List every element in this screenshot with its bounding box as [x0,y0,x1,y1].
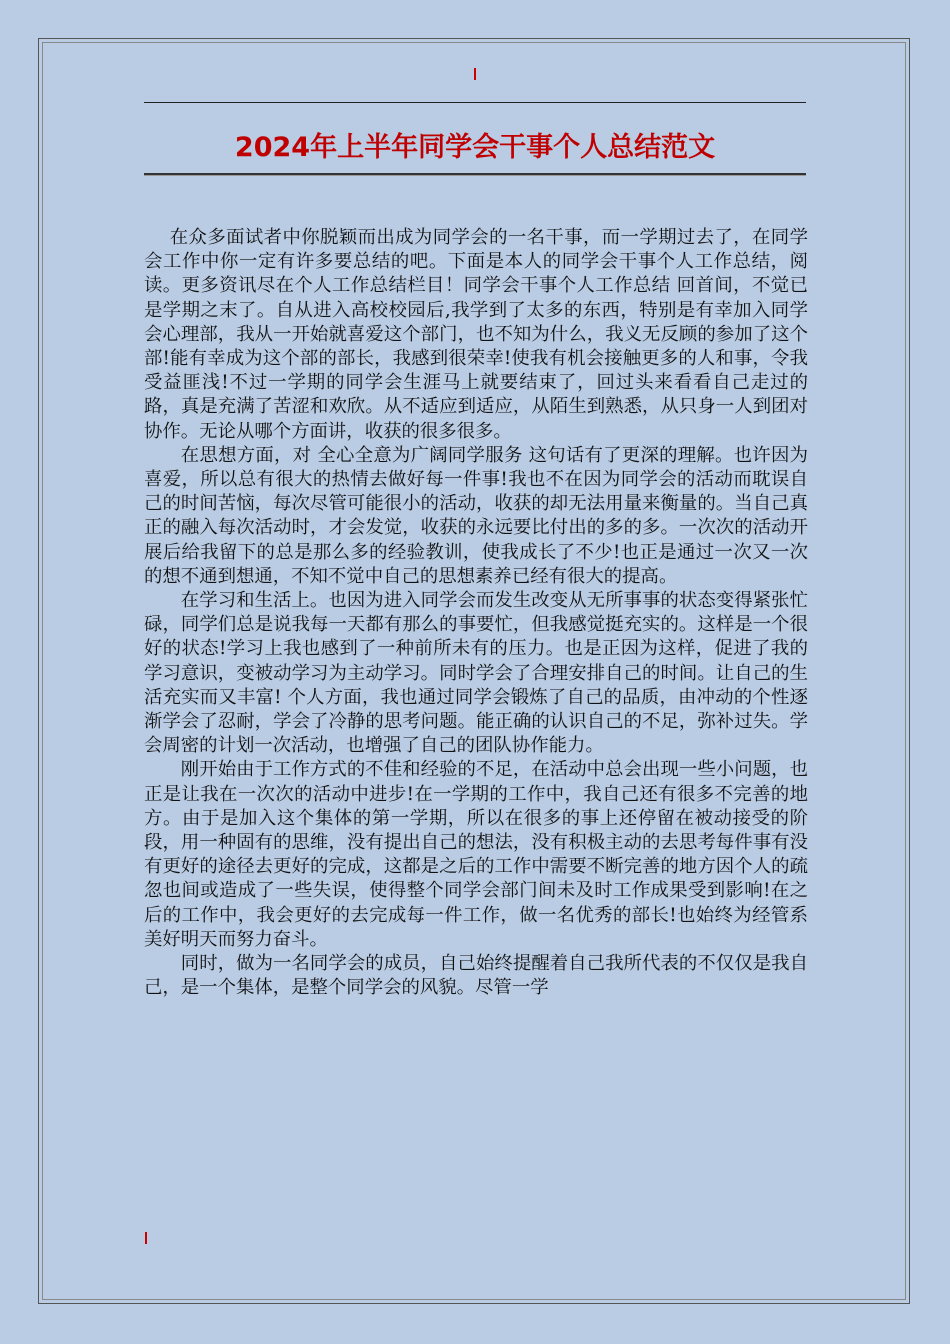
paragraph-collective: 同时，做为一名同学会的成员，自己始终提醒着自己我所代表的不仅仅是我自己，是一个集体，是整个同学会的风貌。尽管一学 [144,953,808,999]
paragraph-intro: 在众多面试者中你脱颖而出成为同学会的一名干事，而一学期过去了，在同学会工作中你一定有许多要总结的吧。下面是本人的同学会干事个人工作总结，阅读。更多资讯尽在个人工作总结栏目！同学会干事个人工作总结 回首间，不觉已是学期之末了。自从进入高校校园后,我学到了太多的东西，特别是有幸加入同学会心理部，我从一开始就喜爱这个部门，也不知为什么，我义无反顾的参加了这个部!能有幸成为这个部的部长，我感到很荣幸!使我有机会接触更多的人和事，令我受益匪浅!不过一学期的同学会生涯马上就要结束了，回过头来看看自己走过的路，真是充满了苦涩和欢欣。从不适应到适应，从陌生到熟悉，从只身一人到团对协作。无论从哪个方面讲，收获的很多很多。 [144,227,808,442]
page-marker-bottom [145,1232,147,1244]
document-body [144,226,808,1001]
paragraph-shortcomings: 刚开始由于工作方式的不佳和经验的不足，在活动中总会出现一些小问题，也正是让我在一次次的活动中进步!在一学期的工作中，我自己还有很多不完善的地方。由于是加入这个集体的第一学期，所以在很多的事上还停留在被动接受的阶段，用一种固有的思维，没有提出自己的想法，没有积极主动的去思考每件事有没有更好的途径去更好的完成，这都是之后的工作中需要不断完善的地方因个人的疏忽也间或造成了一些失误，使得整个同学会部门间未及时工作成果受到影响!在之后的工作中，我会更好的去完成每一件工作，做一名优秀的部长!也始终为经管系美好明天而努力奋斗。 [144,759,808,950]
document-title: 2024年上半年同学会干事个人总结范文 [234,132,716,163]
paragraph-thinking: 在思想方面，对 全心全意为广阔同学服务 这句话有了更深的理解。也许因为喜爱，所以总有很大的热情去做好每一件事!我也不在因为同学会的活动而耽误自己的时间苦恼，每次尽管可能很小的活动，收获的却无法用量来衡量的。当自己真正的融入每次活动时，才会发觉，收获的永远要比付出的多的多。一次次的活动开展后给我留下的总是那么多的经验教训，使我成长了不少!也正是通过一次又一次的想不通到想通，不知不觉中自己的思想素养已经有很大的提高。 [144,444,808,587]
page-marker-top [474,68,476,80]
paragraph-study-life: 在学习和生活上。也因为进入同学会而发生改变从无所事事的状态变得紧张忙碌，同学们总是说我每一天都有那么的事要忙，但我感觉挺充实的。这样是一个很好的状态!学习上我也感到了一种前所未有的压力。也是正因为这样，促进了我的学习意识，变被动学习为主动学习。同时学会了合理安排自己的时间。让自己的生活充实而又丰富! 个人方面，我也通过同学会锻炼了自己的品质，由冲动的个性逐渐学会了忍耐，学会了冷静的思考问题。能正确的认识自己的不足，弥补过失。学会周密的计划一次活动，也增强了自己的团队协作能力。 [144,590,808,757]
header-rule [144,102,806,103]
title-underline [144,173,806,176]
